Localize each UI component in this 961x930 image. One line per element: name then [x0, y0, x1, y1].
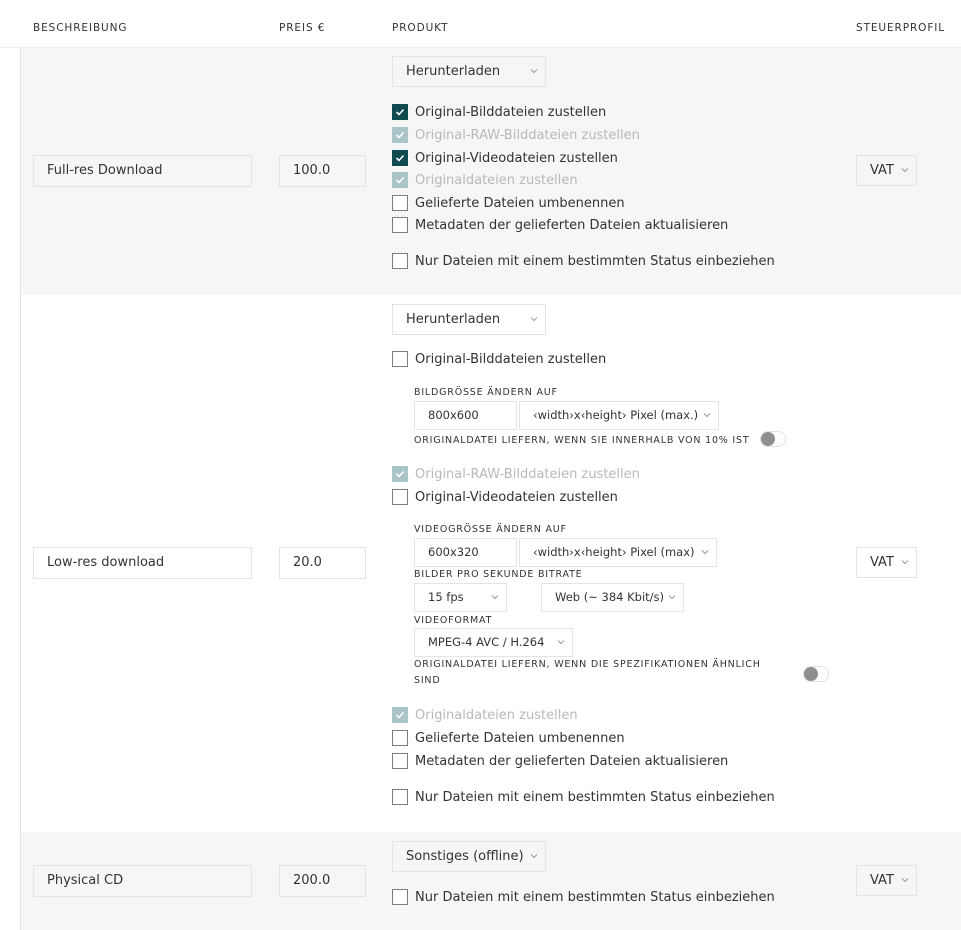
checkbox-label: Metadaten der gelieferten Dateien aktualisieren	[415, 217, 729, 233]
chevron-down-icon	[701, 548, 709, 556]
checkbox-disabled-checked-icon	[392, 466, 408, 482]
checkbox-original-files	[392, 706, 578, 724]
video-deliver-original-label: ORIGINALDATEI LIEFERN, WENN DIE SPEZIFIKATIONEN ÄHNLICH SIND	[414, 659, 761, 686]
tax-profile-value: VAT	[870, 873, 894, 888]
checkbox-status-filter[interactable]	[392, 888, 775, 906]
chevron-down-icon	[530, 852, 538, 860]
tax-profile-select[interactable]	[856, 547, 917, 578]
image-resize-mode-select[interactable]	[519, 401, 719, 430]
product-select[interactable]	[392, 841, 546, 872]
checkbox-label: Original-RAW-Bilddateien zustellen	[415, 127, 640, 143]
checkbox-label: Originaldateien zustellen	[415, 172, 578, 188]
checkbox-label: Original-Videodateien zustellen	[415, 489, 618, 505]
checkbox-original-videos[interactable]	[392, 488, 618, 506]
chevron-down-icon	[491, 593, 499, 601]
chevron-down-icon	[901, 558, 909, 566]
bitrate-value: Web (~ 384 Kbit/s)	[555, 590, 665, 604]
description-input[interactable]: Physical CD	[33, 865, 252, 897]
checkbox-unchecked-icon[interactable]	[392, 253, 408, 269]
bitrate-select[interactable]	[541, 583, 684, 612]
checkbox-label: Original-Bilddateien zustellen	[415, 351, 607, 367]
checkbox-unchecked-icon[interactable]	[392, 753, 408, 769]
checkbox-unchecked-icon[interactable]	[392, 351, 408, 367]
product-select[interactable]	[392, 304, 546, 335]
checkbox-update-metadata[interactable]	[392, 752, 728, 770]
fps-value: 15 fps	[428, 590, 464, 604]
checkbox-unchecked-icon[interactable]	[392, 489, 408, 505]
checkbox-unchecked-icon[interactable]	[392, 889, 408, 905]
video-resize-label: VIDEOGRÖSSE ÄNDERN AUF	[414, 524, 567, 535]
checkbox-original-files	[392, 171, 578, 189]
image-resize-mode-value: ‹width›x‹height› Pixel (max.)	[533, 408, 699, 422]
checkbox-rename-files[interactable]	[392, 194, 625, 212]
chevron-down-icon	[530, 67, 538, 75]
price-input[interactable]: 100.0	[279, 155, 366, 187]
checkbox-unchecked-icon[interactable]	[392, 195, 408, 211]
tax-profile-select[interactable]	[856, 155, 917, 186]
product-select-value: Herunterladen	[406, 312, 501, 327]
toggle-knob	[804, 667, 818, 681]
video-deliver-original-toggle[interactable]	[803, 666, 829, 682]
checkbox-label: Original-Bilddateien zustellen	[415, 104, 607, 120]
tax-profile-value: VAT	[870, 163, 894, 178]
checkbox-disabled-checked-icon	[392, 172, 408, 188]
checkbox-original-videos[interactable]	[392, 149, 618, 167]
checkbox-disabled-checked-icon	[392, 127, 408, 143]
table-body	[20, 48, 961, 930]
checkbox-checked-icon[interactable]	[392, 104, 408, 120]
video-resize-mode-value: ‹width›x‹height› Pixel (max)	[533, 545, 695, 559]
table-header	[0, 0, 961, 48]
table-row-full-res	[21, 48, 961, 295]
video-format-label: VIDEOFORMAT	[414, 615, 493, 626]
checkbox-label: Gelieferte Dateien umbenennen	[415, 195, 625, 211]
tax-profile-select[interactable]	[856, 865, 917, 896]
checkbox-label: Metadaten der gelieferten Dateien aktualisieren	[415, 753, 729, 769]
column-header-product: PRODUKT	[392, 22, 449, 34]
chevron-down-icon	[703, 411, 711, 419]
price-input[interactable]: 20.0	[279, 547, 366, 579]
checkbox-unchecked-icon[interactable]	[392, 217, 408, 233]
toggle-knob	[761, 432, 775, 446]
table-row-low-res	[21, 295, 961, 832]
checkbox-update-metadata[interactable]	[392, 216, 728, 234]
image-deliver-original-label: ORIGINALDATEI LIEFERN, WENN SIE INNERHALB VON 10% IST	[414, 435, 750, 446]
checkbox-original-raw	[392, 126, 640, 144]
checkbox-original-images[interactable]	[392, 350, 606, 368]
image-resize-input[interactable]: 800x600	[414, 401, 517, 430]
checkbox-label: Gelieferte Dateien umbenennen	[415, 730, 625, 746]
chevron-down-icon	[557, 638, 565, 646]
checkbox-label: Nur Dateien mit einem bestimmten Status einbeziehen	[415, 889, 775, 905]
checkbox-original-images[interactable]	[392, 103, 606, 121]
fps-bitrate-label: BILDER PRO SEKUNDE BITRATE	[414, 569, 583, 580]
product-select[interactable]	[392, 56, 546, 87]
column-header-tax-profile: STEUERPROFIL	[856, 22, 946, 34]
video-resize-input[interactable]: 600x320	[414, 538, 517, 567]
image-deliver-original-toggle[interactable]	[760, 431, 786, 447]
video-format-select[interactable]	[414, 628, 573, 657]
checkbox-status-filter[interactable]	[392, 252, 775, 270]
product-select-value: Herunterladen	[406, 64, 501, 79]
chevron-down-icon	[901, 166, 909, 174]
tax-profile-value: VAT	[870, 555, 894, 570]
checkbox-unchecked-icon[interactable]	[392, 789, 408, 805]
checkbox-rename-files[interactable]	[392, 729, 625, 747]
chevron-down-icon	[530, 315, 538, 323]
column-header-price: PREIS €	[279, 22, 326, 34]
checkbox-label: Original-RAW-Bilddateien zustellen	[415, 466, 640, 482]
video-format-value: MPEG-4 AVC / H.264	[428, 635, 545, 649]
checkbox-label: Original-Videodateien zustellen	[415, 150, 618, 166]
checkbox-checked-icon[interactable]	[392, 150, 408, 166]
checkbox-disabled-checked-icon	[392, 707, 408, 723]
checkbox-label: Nur Dateien mit einem bestimmten Status einbeziehen	[415, 253, 775, 269]
checkbox-label: Nur Dateien mit einem bestimmten Status einbeziehen	[415, 789, 775, 805]
column-header-description: BESCHREIBUNG	[33, 22, 128, 34]
checkbox-label: Originaldateien zustellen	[415, 707, 578, 723]
chevron-down-icon	[901, 876, 909, 884]
checkbox-status-filter[interactable]	[392, 788, 775, 806]
chevron-down-icon	[668, 593, 676, 601]
fps-select[interactable]	[414, 583, 507, 612]
image-resize-label: BILDGRÖSSE ÄNDERN AUF	[414, 387, 558, 398]
description-input[interactable]: Full-res Download	[33, 155, 252, 187]
table-row-physical-cd	[21, 832, 961, 930]
price-input[interactable]: 200.0	[279, 865, 366, 897]
video-resize-mode-select[interactable]	[519, 538, 717, 567]
checkbox-unchecked-icon[interactable]	[392, 730, 408, 746]
description-input[interactable]: Low-res download	[33, 547, 252, 579]
product-select-value: Sonstiges (offline)	[406, 849, 524, 864]
checkbox-original-raw	[392, 465, 640, 483]
